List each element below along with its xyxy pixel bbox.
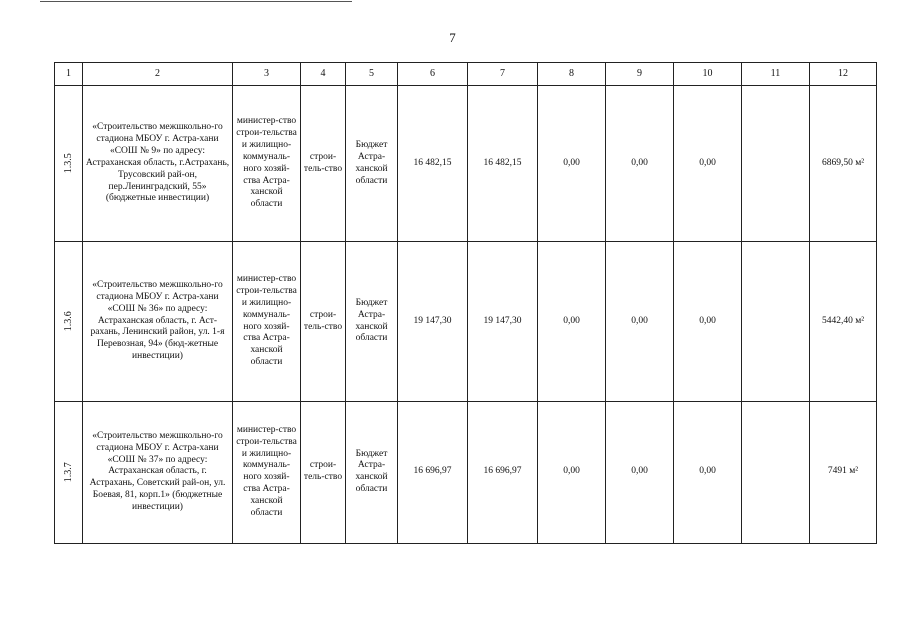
row-id: 1.3.7 [62, 462, 74, 483]
source-cell: Бюджет Астра-ханской области [346, 86, 398, 242]
value-cell [742, 86, 810, 242]
row-id: 1.3.5 [62, 153, 74, 174]
value-cell: 0,00 [606, 242, 674, 401]
value-cell: 0,00 [538, 242, 606, 401]
column-header: 8 [538, 63, 606, 86]
value-cell: 16 482,15 [468, 86, 538, 242]
column-header: 12 [810, 63, 877, 86]
type-cell: строи-тель-ство [301, 242, 346, 401]
area-cell: 5442,40 м² [810, 242, 877, 401]
header-row [55, 63, 877, 86]
table-row [55, 86, 877, 242]
value-cell: 19 147,30 [398, 242, 468, 401]
row-id-cell [55, 401, 83, 543]
value-cell: 19 147,30 [468, 242, 538, 401]
value-cell: 0,00 [538, 86, 606, 242]
column-header: 4 [301, 63, 346, 86]
column-header: 9 [606, 63, 674, 86]
value-cell: 0,00 [538, 401, 606, 543]
data-table [54, 62, 877, 544]
value-cell: 0,00 [606, 86, 674, 242]
column-header: 3 [233, 63, 301, 86]
column-header: 2 [83, 63, 233, 86]
column-header: 1 [55, 63, 83, 86]
type-cell: строи-тель-ство [301, 401, 346, 543]
customer-cell: министер-ство строи-тельства и жилищно-коммуналь-ного хозяй-ства Астра-ханской области [233, 401, 301, 543]
customer-cell: министер-ство строи-тельства и жилищно-коммуналь-ного хозяй-ства Астра-ханской области [233, 86, 301, 242]
source-cell: Бюджет Астра-ханской области [346, 401, 398, 543]
column-header: 11 [742, 63, 810, 86]
value-cell: 16 482,15 [398, 86, 468, 242]
value-cell: 0,00 [674, 242, 742, 401]
top-rule [40, 1, 352, 2]
table-row [55, 401, 877, 543]
description-cell: «Строительство межшкольно-го стадиона МБОУ г. Астра-хани «СОШ № 36» по адресу: Астраханская область, г. Аст-рахань, Ленинский район, ул. 1-я Перевозная, 94» (бюд-жетные инвестиции) [83, 242, 233, 401]
value-cell: 0,00 [606, 401, 674, 543]
table-row [55, 242, 877, 401]
column-header: 5 [346, 63, 398, 86]
value-cell: 0,00 [674, 86, 742, 242]
customer-cell: министер-ство строи-тельства и жилищно-коммуналь-ного хозяй-ства Астра-ханской области [233, 242, 301, 401]
page-number: 7 [449, 30, 456, 45]
row-id: 1.3.6 [62, 311, 74, 332]
row-id-cell [55, 86, 83, 242]
description-cell: «Строительство межшкольно-го стадиона МБОУ г. Астра-хани «СОШ № 37» по адресу: Астраханская область, г. Астрахань, Советский рай-он, ул. Боевая, 81, корп.1» (бюджетные инвестиции) [83, 401, 233, 543]
value-cell [742, 401, 810, 543]
column-header: 7 [468, 63, 538, 86]
area-cell: 6869,50 м² [810, 86, 877, 242]
value-cell: 0,00 [674, 401, 742, 543]
area-cell: 7491 м² [810, 401, 877, 543]
column-header: 6 [398, 63, 468, 86]
source-cell: Бюджет Астра-ханской области [346, 242, 398, 401]
row-id-cell [55, 242, 83, 401]
value-cell: 16 696,97 [398, 401, 468, 543]
description-cell: «Строительство межшкольно-го стадиона МБОУ г. Астра-хани «СОШ № 9» по адресу: Астраханская область, г.Астрахань, Трусовский рай-он, пер.Ленинградский, 55» (бюджетные инвестиции) [83, 86, 233, 242]
value-cell [742, 242, 810, 401]
type-cell: строи-тель-ство [301, 86, 346, 242]
column-header: 10 [674, 63, 742, 86]
value-cell: 16 696,97 [468, 401, 538, 543]
